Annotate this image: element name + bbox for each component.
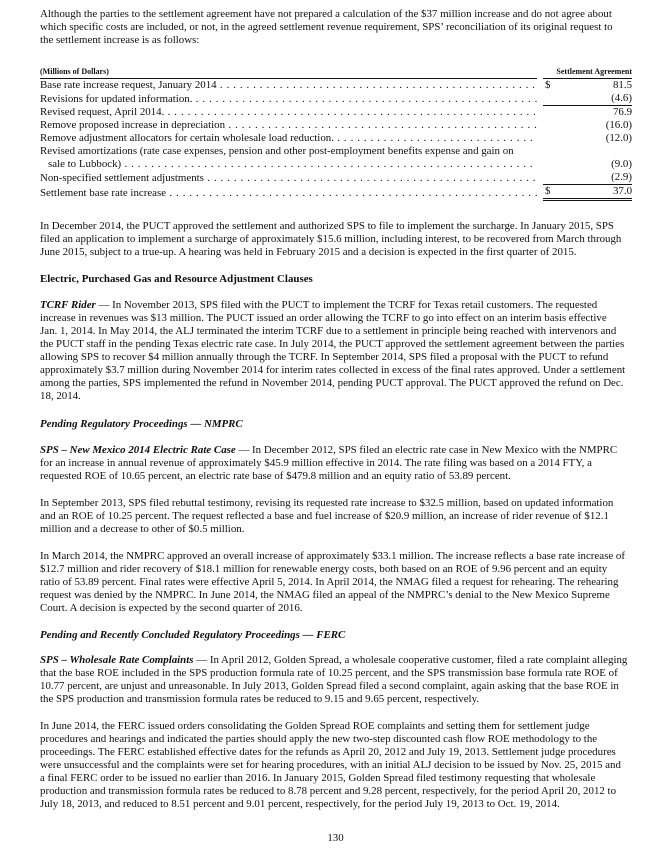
text-line: requested ROE of 10.65 percent, an electric rate base of $479.8 million and an equity ratio of 53.89 percent. — [40, 470, 511, 482]
text-line: In December 2014, the PUCT approved the settlement and authorized SPS to file to implement the surcharge. In January 2015, SPS — [40, 220, 614, 232]
paragraph-lead: SPS – Wholesale Rate Complaints — [40, 654, 194, 666]
row-value: (2.9) — [565, 171, 632, 185]
row-label-continued: sale to Lubbock) . . . — [40, 158, 537, 171]
row-value: (16.0) — [605, 119, 633, 131]
currency-symbol — [543, 132, 565, 145]
text-line: production and transmission formula rates be reduced to 8.78 percent and 9.28 percent, respectively, for the period April 20, 2012 to — [40, 785, 617, 797]
text-line: Jan. 1, 2014. In May 2014, the ALJ terminated the interim TCRF due to a settlement in principle being reached with intervenors and — [40, 325, 617, 337]
row-value: (9.0) — [611, 158, 633, 170]
text-line: procedures and hearings and indicated the parties should apply the new two-step discounted cash flow ROE methodology to the — [40, 733, 598, 745]
text-line: approximately $3.7 million during November 2014 for interim rates collected in excess of the final rates approved. Under a settlement — [40, 364, 626, 376]
text-line: In September 2013, SPS filed rebuttal testimony, revising its requested rate increase to $32.5 million, based on updated information — [40, 497, 614, 509]
text-line: and an ROE of 10.25 percent. The request reflected a base and fuel increase of $20.9 million, an increase of rider revenue of $12.1 — [40, 510, 609, 522]
section-heading-ferc: Pending and Recently Concluded Regulatory Proceedings — FERC — [40, 629, 346, 641]
paragraph-lead: SPS – New Mexico 2014 Electric Rate Case — [40, 444, 236, 456]
currency-symbol: $ — [545, 79, 551, 91]
table-row — [40, 79, 632, 93]
text-line: In March 2014, the NMPRC approved an overall increase of approximately $33.1 million. The increase reflects a base rate increase of — [40, 550, 625, 562]
march-paragraph — [40, 550, 635, 615]
nm-rate-case-paragraph — [40, 444, 635, 483]
text-line: 18, 2014. — [40, 390, 81, 402]
row-label: Revised request, April 2014. . . . — [40, 106, 537, 119]
text-line: request was denied by the NMPRC. In June 2014, the NMAG filed an appeal of the NMPRC’s denial to the New Mexico Supreme — [40, 589, 610, 601]
text-line: million and a decrease to other of $0.5 million. — [40, 523, 245, 535]
text-line: — In November 2013, SPS filed with the PUCT to implement the TCRF for Texas retail customers. The requested — [95, 299, 598, 311]
currency-symbol — [543, 92, 565, 106]
page-number: 130 — [327, 832, 344, 844]
text-line: for an increase in annual revenue of approximately $45.9 million effective in 2014. The rate filing was based on a 2014 FTY, a — [40, 457, 592, 469]
text-line: July 18, 2013, and reduced to 8.51 percent and 9.01 percent, respectively, for the period July 19, 2013 to Oct. 19, 2014. — [40, 798, 560, 810]
text-line: were unsuccessful and the complaints were set for hearing procedures, with an initial ALJ decision to be issued by Nov. 25, 2015 and — [40, 759, 621, 771]
table-row — [40, 132, 632, 145]
section-heading-clauses: Electric, Purchased Gas and Resource Adjustment Clauses — [40, 273, 313, 285]
row-value: 37.0 — [565, 185, 632, 200]
table-total-row — [40, 185, 632, 200]
surcharge-paragraph — [40, 220, 635, 259]
row-label: Remove adjustment allocators for certain wholesale load reduction. . . . — [40, 132, 537, 145]
text-line: the SPS production and transmission formula rates be reduced to 9.15 and 9.65 percent, respectively. — [40, 693, 480, 705]
currency-symbol: $ — [543, 185, 565, 200]
text-line: In June 2014, the FERC issued orders consolidating the Golden Spread ROE complaints and setting them for settlement judge — [40, 720, 590, 732]
text-line: Although the parties to the settlement agreement have not prepared a calculation of the $37 million increase and do not agree about — [40, 8, 612, 20]
table-row — [40, 119, 632, 132]
row-value: 81.5 — [612, 79, 633, 91]
row-label: Settlement base rate increase . . . — [40, 187, 537, 200]
june-paragraph — [40, 720, 635, 811]
unit-header: (Millions of Dollars) — [40, 65, 537, 79]
table-row — [40, 92, 632, 106]
paragraph-lead: TCRF Rider — [40, 299, 96, 311]
intro-paragraph — [40, 8, 635, 47]
text-line: a final FERC order to be issued no earlier than 2016. In January 2015, Golden Spread filed testimony requesting that wholesale — [40, 772, 596, 784]
text-line: allowing SPS to recover $4 million annually through the TCRF. In September 2014, SPS filed a proposal with the PUCT to refund — [40, 351, 609, 363]
september-paragraph — [40, 497, 635, 536]
row-label: Base rate increase request, January 2014 . . . — [40, 79, 537, 92]
text-line: 10.77 percent, are unjust and unreasonable. In July 2013, Golden Spread filed a second complaint, again asking that the base ROE in — [40, 680, 619, 692]
wholesale-complaints-paragraph — [40, 654, 635, 706]
table-row — [40, 145, 632, 171]
row-label: Revisions for updated information. . . . — [40, 93, 537, 106]
text-line: — In December 2012, SPS filed an electric rate case in New Mexico with the NMPRC — [235, 444, 618, 456]
text-line: filed an application to implement a surcharge of approximately $15.6 million, including interest, to be recovered from March through — [40, 233, 622, 245]
text-line: among the parties, SPS implemented the refund in November 2014, pending PUCT approval. The PUCT approved the refund on Dec. — [40, 377, 624, 389]
row-value: 76.9 — [612, 106, 633, 118]
column-header: Settlement Agreement — [543, 65, 632, 79]
tcrf-paragraph — [40, 299, 635, 403]
text-line: that the base ROE included in the SPS production formula rate of 10.25 percent, and the SPS transmission base formula rate ROE of — [40, 667, 618, 679]
text-line: June 2015, subject to a true-up. A hearing was held in February 2015 and a decision is expected in the first quarter of 2015. — [40, 246, 577, 258]
text-line: Court. A decision is expected by the second quarter of 2016. — [40, 602, 303, 614]
table-header-row — [40, 65, 632, 79]
text-line: which specific costs are included, or not, in the agreed settlement revenue requirement, SPS’ reconciliation of its original request to — [40, 21, 613, 33]
text-line: — In April 2012, Golden Spread, a wholesale cooperative customer, filed a rate complaint alleging — [193, 654, 628, 666]
currency-symbol — [543, 119, 565, 132]
currency-symbol — [543, 171, 565, 185]
text-line: $12.7 million and rider recovery of $18.1 million for renewable energy costs, both based on an ROE of 9.96 percent and an equity — [40, 563, 608, 575]
text-line: the settlement increase is as follows: — [40, 34, 200, 46]
text-line: ratio of 53.89 percent. Final rates were effective April 5, 2014. In April 2014, the NMAG filed a request for rehearing. The rehearing — [40, 576, 619, 588]
row-value: (4.6) — [565, 92, 632, 106]
row-label: Non-specified settlement adjustments . . . — [40, 172, 537, 185]
text-line: increase in revenues was $13 million. The PUCT issued an order allowing the TCRF to go into effect on an interim basis effective — [40, 312, 607, 324]
table-row — [40, 106, 632, 120]
text-line: the PUCT staff in the pending Texas electric rate case. In July 2014, the PUCT approved the settlement agreement between the parties — [40, 338, 625, 350]
table-row — [40, 171, 632, 185]
currency-symbol — [543, 145, 565, 171]
section-heading-nmprc: Pending Regulatory Proceedings — NMPRC — [40, 418, 243, 430]
row-label: Revised amortizations (rate case expenses, pension and other post-employment benefits expense and gain on — [40, 145, 514, 157]
currency-symbol — [543, 106, 565, 120]
settlement-reconciliation-table — [40, 65, 632, 201]
row-value: (12.0) — [605, 132, 633, 144]
row-label: Remove proposed increase in depreciation . . . — [40, 119, 537, 132]
text-line: proceedings. The FERC established effective dates for the refunds as April 20, 2012 and July 19, 2013. Settlement judge procedures — [40, 746, 616, 758]
